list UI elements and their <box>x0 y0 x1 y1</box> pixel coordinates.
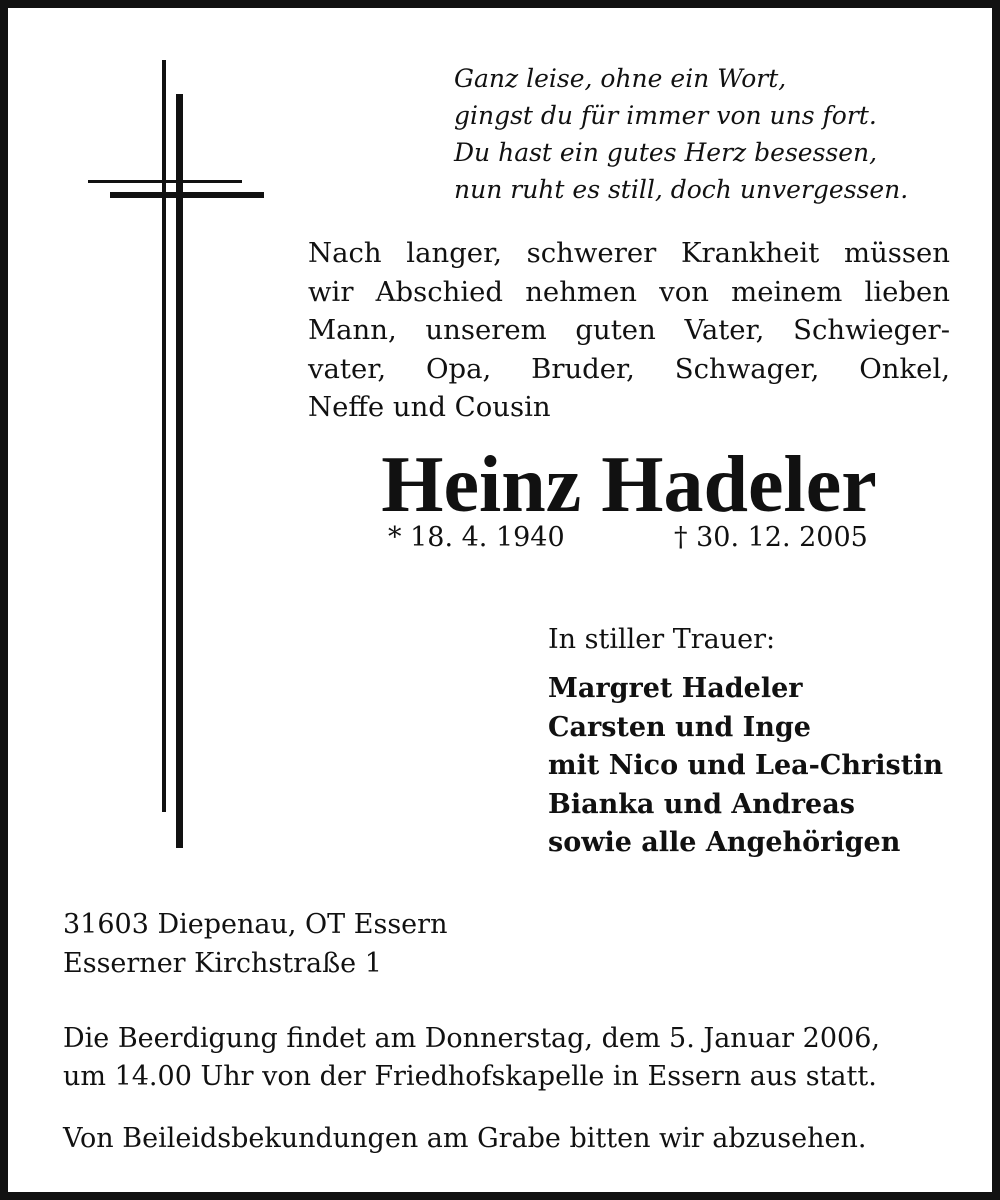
memorial-poem <box>454 60 994 208</box>
mourning-label: In stiller Trauer: <box>548 624 776 655</box>
condolence-note: Von Beileidsbekundungen am Grabe bitten wir abzusehen. <box>63 1123 867 1154</box>
funeral-notice <box>63 1020 880 1096</box>
announcement-line: vater, Opa, Bruder, Schwager, Onkel, <box>308 352 950 385</box>
announcement-line: Nach langer, schwerer Krankheit müssen <box>308 237 950 269</box>
birth-date: * 18. 4. 1940 <box>388 522 565 553</box>
mourners-list <box>548 670 943 863</box>
mourner-name: sowie alle Angehörigen <box>548 827 901 858</box>
announcement-line: Neffe und Cousin <box>308 391 551 423</box>
cross-vertical-thin-bar <box>162 60 166 812</box>
announcement-line: wir Abschied nehmen von meinem lieben <box>308 275 950 308</box>
death-date: † 30. 12. 2005 <box>674 522 868 553</box>
poem-line: gingst du für immer von uns fort. <box>454 101 877 130</box>
cross-horizontal-thick-bar <box>110 192 264 198</box>
address-line: 31603 Diepenau, OT Essern <box>63 909 448 940</box>
poem-line: Du hast ein gutes Herz besessen, <box>454 138 878 167</box>
deceased-name: Heinz Hadeler <box>381 441 877 529</box>
announcement-text <box>308 234 950 427</box>
announcement-line: Mann, unserem guten Vater, Schwieger- <box>308 314 950 346</box>
poem-line: Ganz leise, ohne ein Wort, <box>454 64 787 93</box>
address-line: Esserner Kirchstraße 1 <box>63 947 382 979</box>
family-address <box>63 906 447 983</box>
mourner-name: mit Nico und Lea-Christin <box>548 750 944 781</box>
cross-vertical-thick-bar <box>176 94 183 848</box>
mourner-name: Carsten und Inge <box>548 711 811 743</box>
cross-horizontal-thin-bar <box>88 180 242 183</box>
funeral-line: Die Beerdigung findet am Donnerstag, dem 5. Januar 2006, <box>63 1023 880 1054</box>
poem-line: nun ruht es still, doch unvergessen. <box>454 175 909 204</box>
funeral-line: um 14.00 Uhr von der Friedhofskapelle in Essern aus statt. <box>63 1061 877 1092</box>
mourner-name: Bianka und Andreas <box>548 788 855 820</box>
mourner-name: Margret Hadeler <box>548 673 803 704</box>
